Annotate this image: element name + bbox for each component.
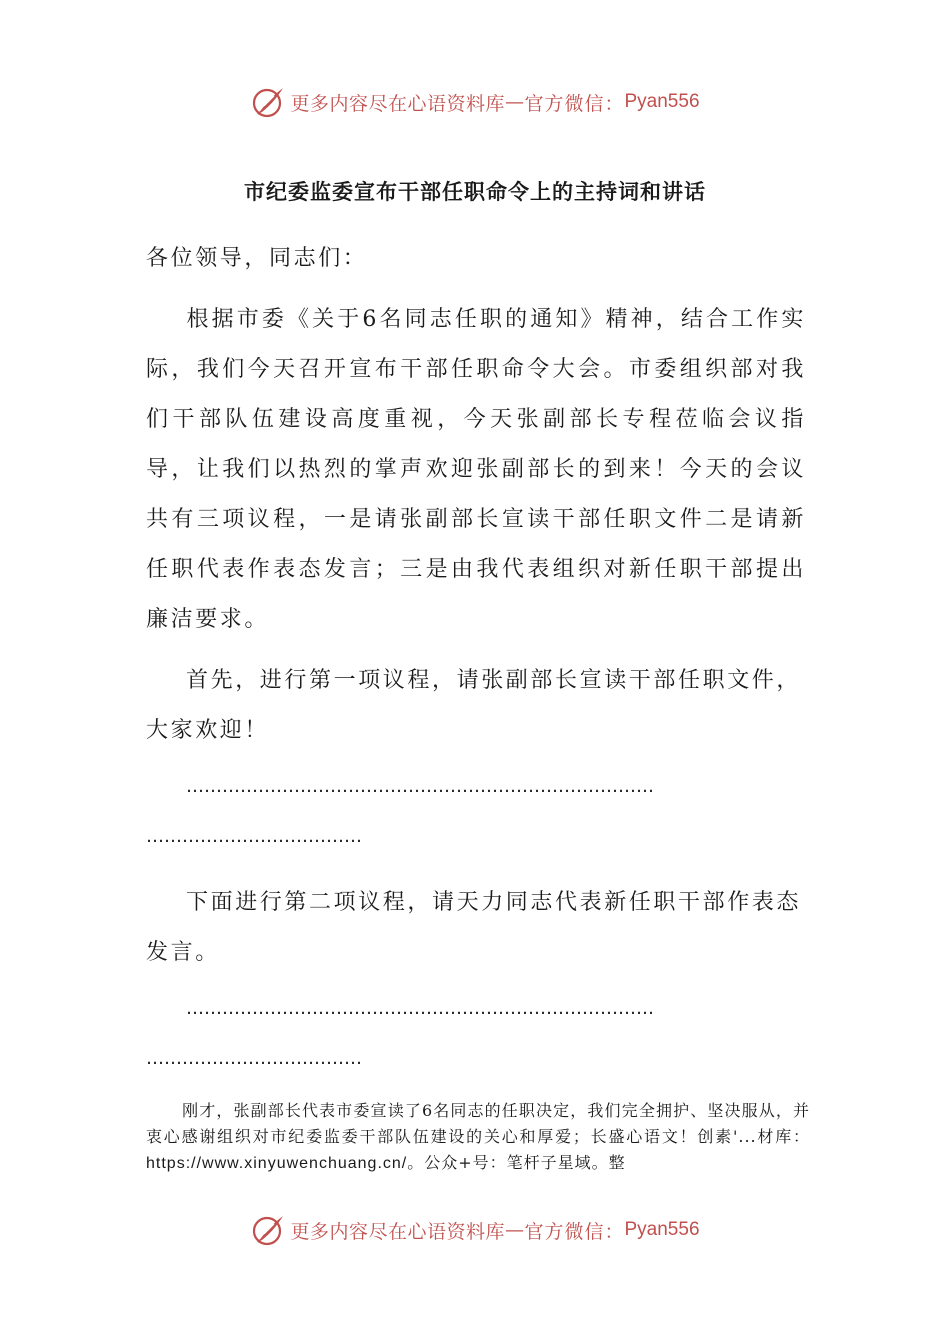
- paragraph-opening-text: 根据市委《关于6名同志任职的通知》精神，结合工作实际，我们今天召开宣布干部任职命令大会。市委组织部对我们干部队伍建设高度重视，今天张副部长专程莅临会议指导，让我们以热烈的掌声欢迎张副部长的到来！今天的会议共有三项议程，一是请张副部长宣读干部任职文件二是请新任职代表作表态发言；三是由我代表组织对新任职干部提出廉洁要求。: [146, 307, 806, 632]
- banner-slogan: 更多内容尽在心语资料库: [290, 1220, 505, 1243]
- banner-slogan: 更多内容尽在心语资料库: [290, 92, 505, 115]
- banner-wechat-id: Pyan556: [624, 91, 700, 112]
- paragraph-agenda-one: [146, 656, 806, 756]
- paragraph-closing: [146, 1098, 810, 1177]
- banner-dash: —: [504, 1219, 525, 1241]
- banner-dash: —: [504, 91, 525, 113]
- banner-contact-label: 官方微信：: [524, 92, 625, 115]
- ellipsis-line: ……………………………………………………………………: [186, 776, 654, 797]
- paragraph-agenda-two: [146, 878, 806, 978]
- header-banner: [0, 82, 950, 122]
- closing-text-part2: 。公众+号：笔杆子星域。整: [407, 1153, 626, 1172]
- closing-text-part1: 刚才，张副部长代表市委宣读了6名同志的任职决定，我们完全拥护、坚决服从，并衷心感谢组织对市纪委监委干部队伍建设的关心和厚爱；长盛心语文！创素'...材库：: [146, 1101, 810, 1146]
- footer-banner: [0, 1210, 950, 1250]
- ellipsis-line-short: ………………………………: [146, 826, 362, 847]
- paragraph-agenda-one-text: 首先，进行第一项议程，请张副部长宣读干部任职文件，大家欢迎！: [146, 668, 802, 743]
- greeting: 各位领导，同志们：: [146, 246, 368, 271]
- ellipsis-line-short: ………………………………: [146, 1048, 362, 1069]
- quill-pen-circle-icon: [250, 1212, 286, 1248]
- quill-pen-circle-icon: [250, 84, 286, 120]
- banner-contact-label: 官方微信：: [524, 1220, 625, 1243]
- paragraph-agenda-two-text: 下面进行第二项议程，请天力同志代表新任职干部作表态发言。: [146, 890, 802, 965]
- document-title: 市纪委监委宣布干部任职命令上的主持词和讲话: [244, 180, 706, 204]
- ellipsis-line: ……………………………………………………………………: [186, 998, 654, 1019]
- source-url-link[interactable]: https://www.xinyuwenchuang.cn/: [146, 1155, 408, 1172]
- paragraph-opening: [146, 295, 806, 645]
- banner-wechat-id: Pyan556: [624, 1219, 700, 1240]
